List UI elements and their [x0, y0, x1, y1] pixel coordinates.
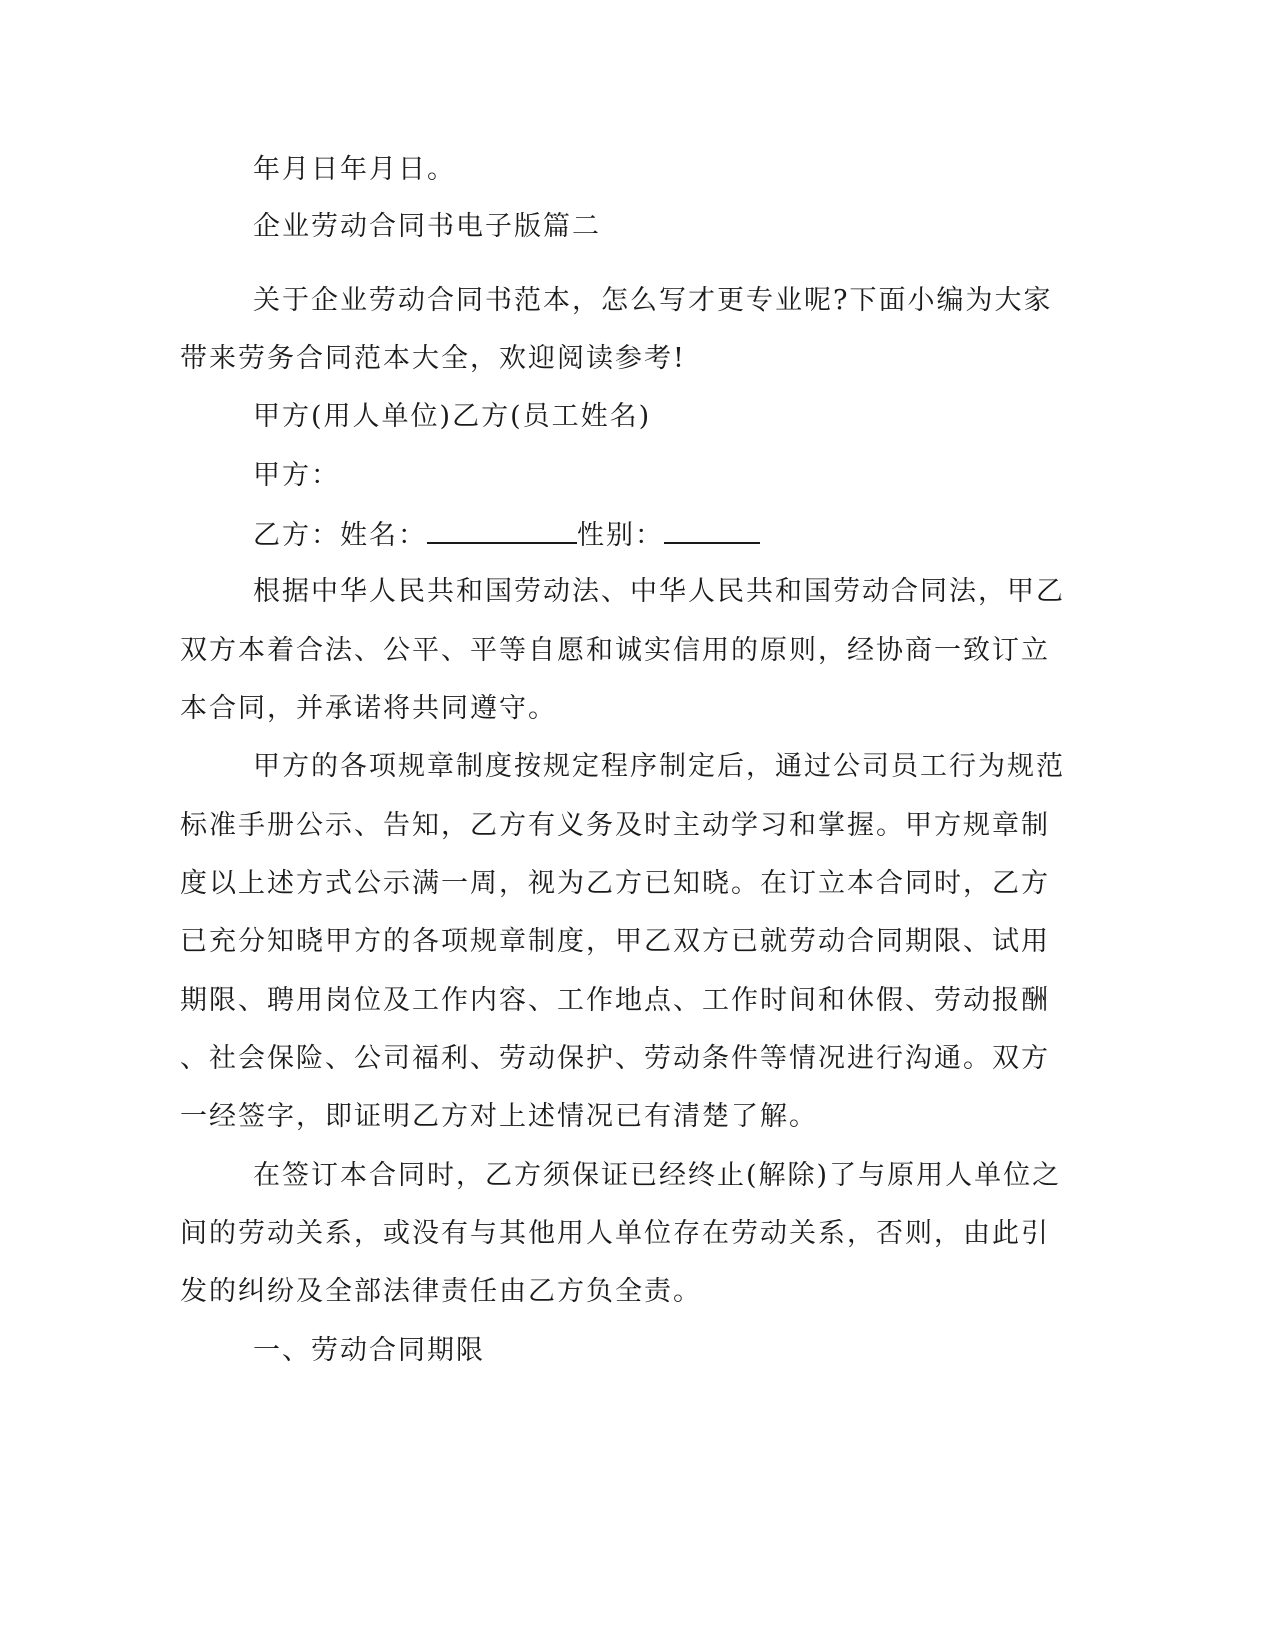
intro-line-1: 关于企业劳动合同书范本，怎么写才更专业呢?下面小编为大家 [253, 285, 1053, 316]
para2-line-3: 度以上述方式公示满一周，视为乙方已知晓。在订立本合同时，乙方 [180, 868, 1050, 899]
para2-line-2: 标准手册公示、告知，乙方有义务及时主动学习和掌握。甲方规章制 [180, 810, 1050, 841]
para3-line-3: 发的纠纷及全部法律责任由乙方负全责。 [180, 1276, 702, 1307]
para2-line-7: 一经签字，即证明乙方对上述情况已有清楚了解。 [180, 1101, 818, 1132]
party-b-line [253, 516, 760, 554]
parties-line: 甲方(用人单位)乙方(员工姓名) [253, 401, 652, 432]
section-title: 企业劳动合同书电子版篇二 [253, 211, 601, 242]
party-b-name-label: 乙方：姓名： [253, 520, 427, 551]
para1-line-1: 根据中华人民共和国劳动法、中华人民共和国劳动合同法，甲乙 [253, 576, 1065, 607]
intro-line-2: 带来劳务合同范本大全，欢迎阅读参考! [180, 343, 686, 374]
para3-line-2: 间的劳动关系，或没有与其他用人单位存在劳动关系，否则，由此引 [180, 1218, 1050, 1249]
para2-line-4: 已充分知晓甲方的各项规章制度，甲乙双方已就劳动合同期限、试用 [180, 926, 1050, 957]
party-a-line: 甲方： [253, 460, 340, 491]
para1-line-3: 本合同，并承诺将共同遵守。 [180, 693, 557, 724]
gender-label: 性别： [577, 520, 664, 551]
para2-line-1: 甲方的各项规章制度按规定程序制定后，通过公司员工行为规范 [253, 751, 1065, 782]
date-line: 年月日年月日。 [253, 154, 456, 185]
para3-line-1: 在签订本合同时，乙方须保证已经终止(解除)了与原用人单位之 [253, 1160, 1062, 1191]
gender-blank [664, 516, 760, 544]
para2-line-6: 、社会保险、公司福利、劳动保护、劳动条件等情况进行沟通。双方 [180, 1043, 1050, 1074]
para1-line-2: 双方本着合法、公平、平等自愿和诚实信用的原则，经协商一致订立 [180, 635, 1050, 666]
clause-heading: 一、劳动合同期限 [253, 1335, 485, 1366]
name-blank [427, 516, 577, 544]
para2-line-5: 期限、聘用岗位及工作内容、工作地点、工作时间和休假、劳动报酬 [180, 985, 1050, 1016]
